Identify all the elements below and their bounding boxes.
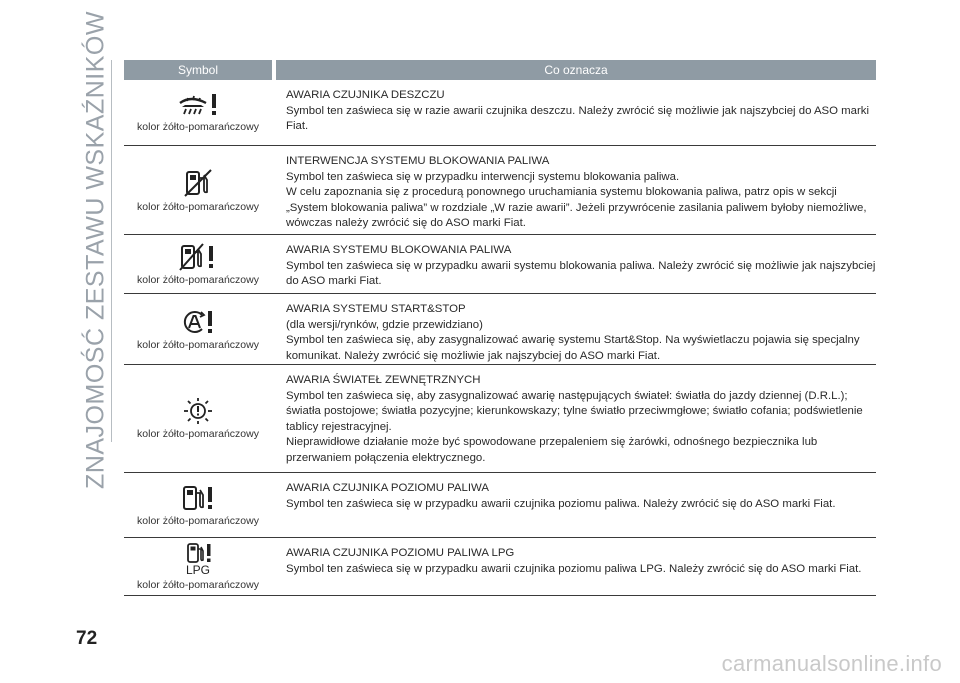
watermark: carmanualsonline.info bbox=[721, 651, 942, 676]
description-cell bbox=[276, 473, 876, 537]
row-text: Symbol ten zaświeca się w przypadku awarii czujnika poziomu paliwa LPG. Należy zwrócić się do ASO marki Fiat. bbox=[286, 562, 862, 575]
symbol-cell bbox=[124, 294, 272, 364]
symbol-cell bbox=[124, 365, 272, 472]
color-label: kolor żółto-pomarańczowy bbox=[137, 428, 259, 440]
color-label: kolor żółto-pomarańczowy bbox=[137, 579, 259, 591]
description-cell bbox=[276, 365, 876, 472]
row-text: (dla wersji/rynków, gdzie przewidziano) bbox=[286, 318, 483, 331]
row-text: Symbol ten zaświeca się, aby zasygnalizować awarię następujących świateł: światła do jazdy dziennej (D.R.L.); światła postojowe; światła pozycyjne; kierunkowskazy; tylne światło przeciwmgłowe; światło cofania; podświetlenie tablicy rejestracyjnej. bbox=[286, 389, 863, 433]
header-symbol: Symbol bbox=[124, 60, 272, 80]
symbol-cell bbox=[124, 146, 272, 234]
color-label: kolor żółto-pomarańczowy bbox=[137, 273, 259, 286]
row-title: AWARIA SYSTEMU BLOKOWANIA PALIWA bbox=[286, 244, 512, 256]
start-stop-failure-icon bbox=[181, 308, 215, 336]
description-cell bbox=[276, 80, 876, 145]
fuel-level-sensor-failure-icon bbox=[181, 484, 215, 512]
row-text: Symbol ten zaświeca się, aby zasygnalizować awarię systemu Start&Stop. Na wyświetlaczu pojawia się specjalny komunikat. Należy zwrócić się możliwie jak najszybciej do ASO marki Fiat. bbox=[286, 334, 860, 362]
symbol-cell bbox=[124, 538, 272, 595]
symbol-cell bbox=[124, 473, 272, 537]
table-row bbox=[124, 146, 876, 235]
description-cell bbox=[276, 294, 876, 364]
side-divider bbox=[111, 60, 112, 442]
description-cell bbox=[276, 538, 876, 595]
row-title: AWARIA CZUJNIKA POZIOMU PALIWA bbox=[286, 482, 489, 494]
page-number: 72 bbox=[76, 628, 98, 649]
row-text: Symbol ten zaświeca się w przypadku awarii czujnika poziomu paliwa. Należy zwrócić się do ASO marki Fiat. bbox=[286, 497, 836, 510]
row-text: Nieprawidłowe działanie może być spowodowane przepaleniem się żarówki, odnośnego bezpiecznika lub przerwaniem połączenia elektrycznego. bbox=[286, 436, 818, 464]
table-row bbox=[124, 473, 876, 538]
row-title: AWARIA CZUJNIKA POZIOMU PALIWA LPG bbox=[286, 547, 515, 559]
fuel-cutoff-failure-icon bbox=[179, 243, 217, 271]
table-row bbox=[124, 235, 876, 294]
table-row bbox=[124, 294, 876, 365]
row-title: AWARIA CZUJNIKA DESZCZU bbox=[286, 89, 445, 101]
description-cell bbox=[276, 146, 876, 234]
row-text: Symbol ten zaświeca się w przypadku awarii systemu blokowania paliwa. Należy zwrócić się możliwie jak najszybciej do ASO marki Fiat. bbox=[286, 259, 876, 288]
header-meaning: Co oznacza bbox=[276, 60, 876, 80]
exterior-lights-failure-icon bbox=[182, 397, 214, 425]
row-text: Symbol ten zaświeca się w przypadku interwencji systemu blokowania paliwa. bbox=[286, 170, 680, 183]
table-row bbox=[124, 80, 876, 146]
row-text: Symbol ten zaświeca się w razie awarii czujnika deszczu. Należy zwrócić się możliwie jak najszybciej do ASO marki Fiat. bbox=[286, 104, 870, 133]
row-text: W celu zapoznania się z procedurą ponownego uruchamiania systemu blokowania paliwa, patrz opis w sekcji „System blokowania paliwa” w rozdziale „W razie awarii”. Jeżeli przywrócenie zasilania paliwem byłoby niemożliwe, wówczas należy zwrócić się do ASO marki Fiat. bbox=[286, 186, 867, 230]
description-cell bbox=[276, 235, 876, 293]
row-title: AWARIA ŚWIATEŁ ZEWNĘTRZNYCH bbox=[286, 374, 481, 386]
row-title: INTERWENCJA SYSTEMU BLOKOWANIA PALIWA bbox=[286, 155, 550, 167]
color-label: kolor żółto-pomarańczowy bbox=[137, 514, 259, 527]
rain-sensor-failure-icon bbox=[176, 92, 220, 118]
fuel-cutoff-intervention-icon bbox=[183, 168, 213, 198]
color-label: kolor żółto-pomarańczowy bbox=[137, 200, 259, 213]
table-header bbox=[124, 60, 876, 80]
warning-lights-table bbox=[124, 60, 876, 596]
side-section-title: ZNAJOMOŚĆ ZESTAWU WSKAŹNIKÓW bbox=[81, 11, 110, 489]
symbol-cell bbox=[124, 80, 272, 145]
table-row bbox=[124, 538, 876, 596]
color-label: kolor żółto-pomarańczowy bbox=[137, 121, 259, 133]
row-title: AWARIA SYSTEMU START&STOP bbox=[286, 303, 466, 315]
lpg-level-sensor-failure-icon bbox=[183, 542, 213, 576]
color-label: kolor żółto-pomarańczowy bbox=[137, 338, 259, 351]
symbol-cell bbox=[124, 235, 272, 293]
lpg-icon-text: LPG bbox=[185, 563, 210, 577]
table-row bbox=[124, 365, 876, 473]
